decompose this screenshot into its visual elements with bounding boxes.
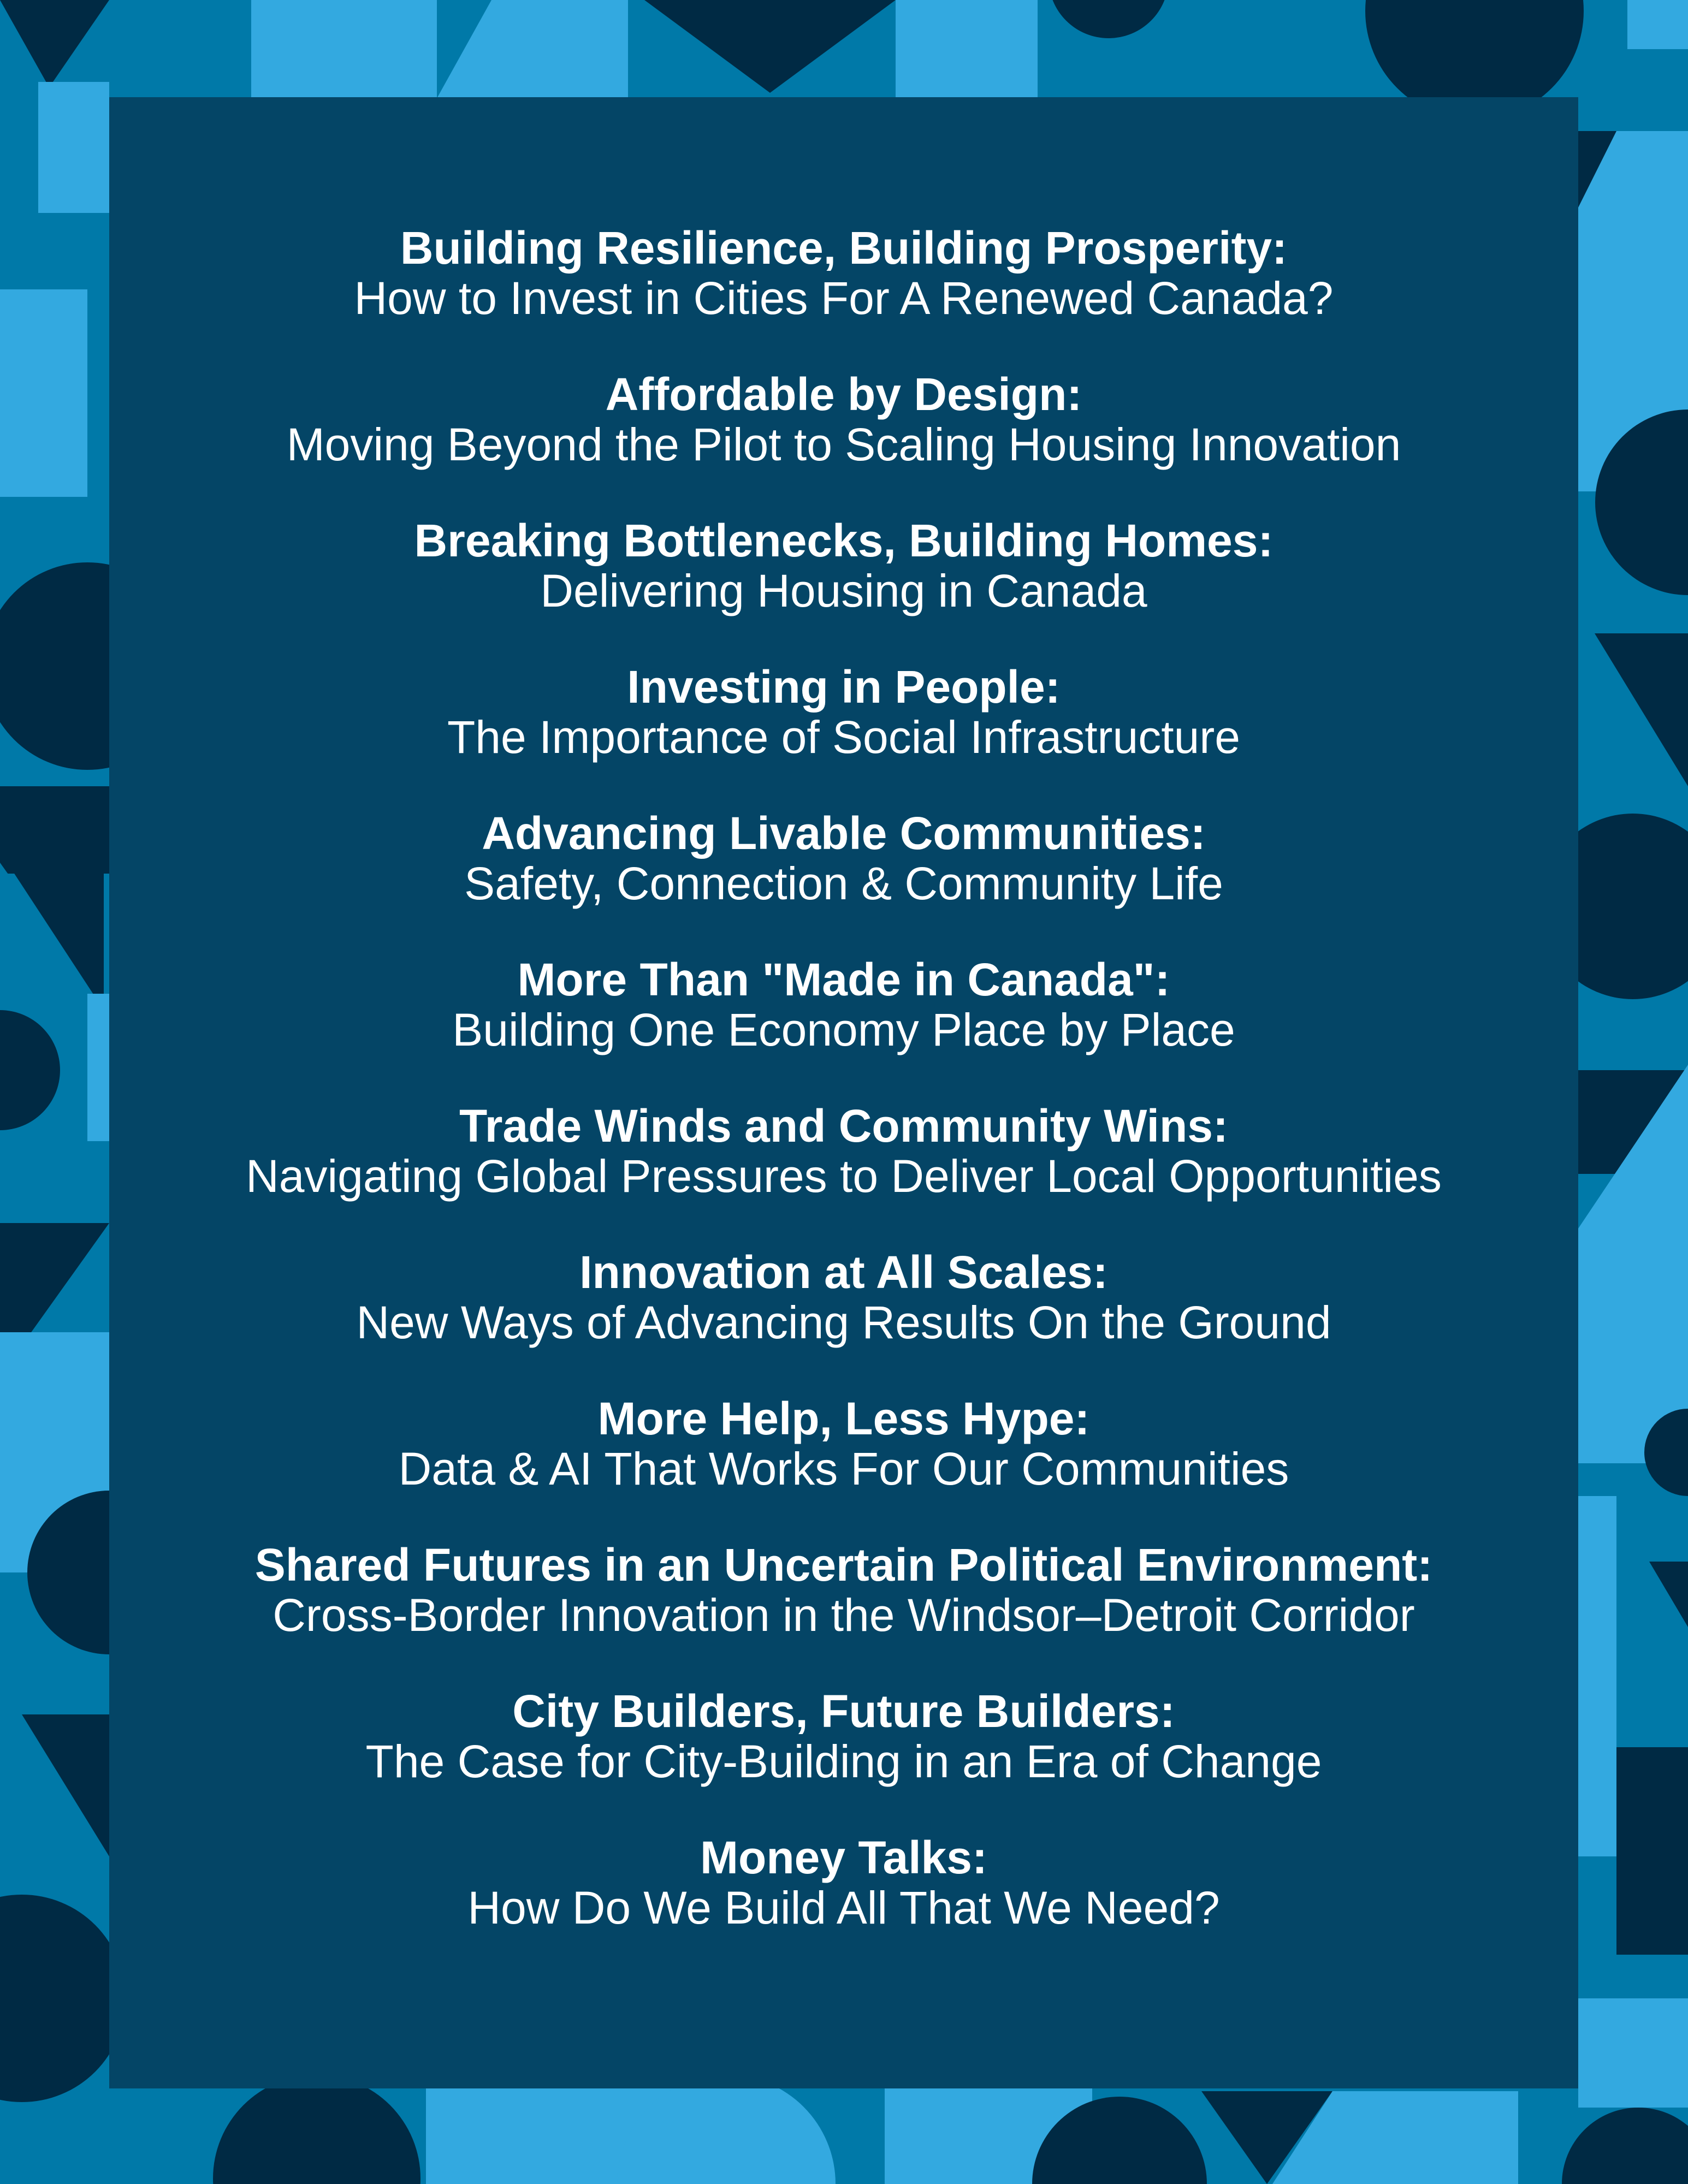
session-subtitle: The Importance of Social Infrastructure bbox=[447, 711, 1240, 763]
session-title: Money Talks: bbox=[700, 1832, 987, 1883]
session-item bbox=[109, 1832, 1578, 1979]
session-item bbox=[109, 223, 1578, 369]
sessions-list bbox=[109, 223, 1578, 1979]
session-subtitle: New Ways of Advancing Results On the Ground bbox=[356, 1297, 1331, 1348]
session-item bbox=[109, 1540, 1578, 1686]
session-subtitle: Building One Economy Place by Place bbox=[452, 1004, 1235, 1055]
session-subtitle: Safety, Connection & Community Life bbox=[464, 858, 1223, 909]
session-item bbox=[109, 808, 1578, 954]
session-subtitle: How Do We Build All That We Need? bbox=[467, 1882, 1220, 1933]
session-title: Advancing Livable Communities: bbox=[482, 808, 1206, 859]
session-item bbox=[109, 954, 1578, 1101]
session-title: Trade Winds and Community Wins: bbox=[459, 1100, 1228, 1152]
session-item bbox=[109, 1686, 1578, 1832]
session-title: More Than "Made in Canada": bbox=[517, 954, 1170, 1005]
session-subtitle: Moving Beyond the Pilot to Scaling Housing Innovation bbox=[286, 419, 1401, 470]
session-title: Investing in People: bbox=[627, 661, 1061, 713]
session-item bbox=[109, 1393, 1578, 1540]
session-subtitle: Data & AI That Works For Our Communities bbox=[398, 1443, 1289, 1494]
session-title: Innovation at All Scales: bbox=[579, 1247, 1108, 1298]
session-title: Building Resilience, Building Prosperity: bbox=[400, 222, 1288, 274]
session-subtitle: Cross-Border Innovation in the Windsor–Detroit Corridor bbox=[273, 1589, 1415, 1641]
session-title: Shared Futures in an Uncertain Political Environment: bbox=[254, 1539, 1433, 1590]
session-subtitle: Navigating Global Pressures to Deliver Local Opportunities bbox=[246, 1150, 1442, 1202]
session-subtitle: How to Invest in Cities For A Renewed Canada? bbox=[354, 272, 1334, 324]
session-title: City Builders, Future Builders: bbox=[512, 1686, 1175, 1737]
session-title: More Help, Less Hype: bbox=[597, 1393, 1090, 1444]
session-item bbox=[109, 515, 1578, 662]
session-subtitle: Delivering Housing in Canada bbox=[540, 565, 1147, 616]
session-item bbox=[109, 369, 1578, 515]
session-subtitle: The Case for City-Building in an Era of Change bbox=[365, 1736, 1322, 1787]
session-title: Affordable by Design: bbox=[605, 369, 1082, 420]
session-item bbox=[109, 1101, 1578, 1247]
session-title: Breaking Bottlenecks, Building Homes: bbox=[414, 515, 1274, 566]
session-item bbox=[109, 662, 1578, 808]
session-item bbox=[109, 1247, 1578, 1393]
sessions-panel bbox=[109, 97, 1578, 2088]
